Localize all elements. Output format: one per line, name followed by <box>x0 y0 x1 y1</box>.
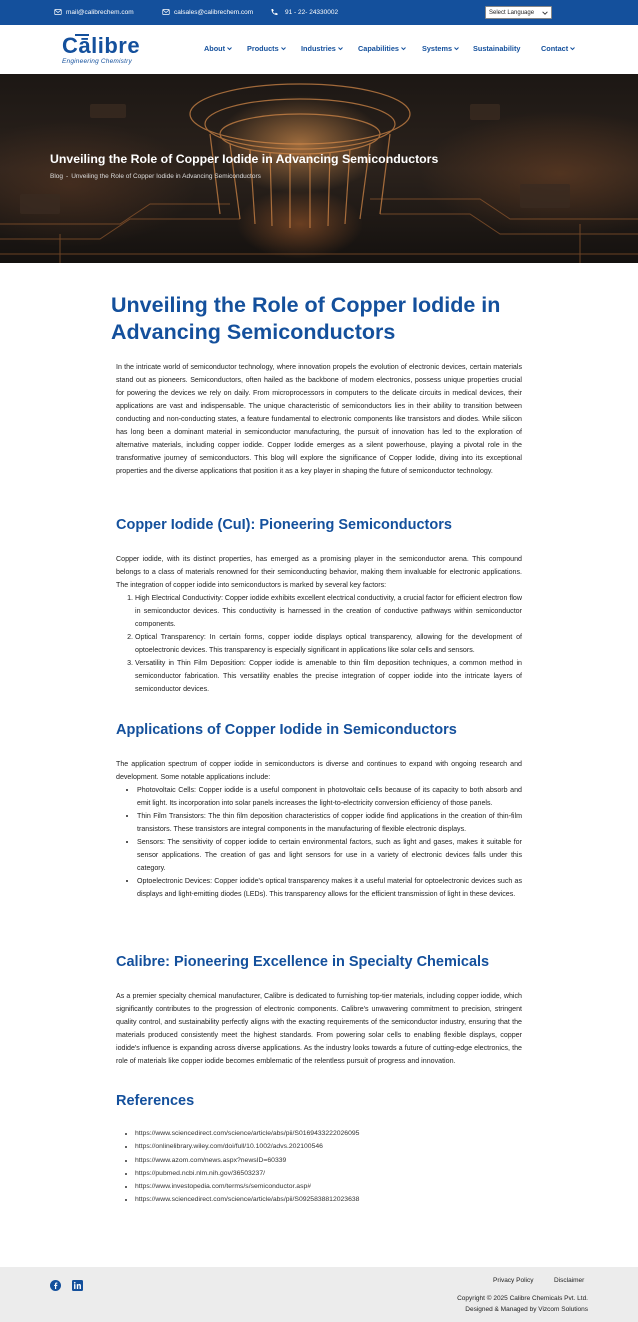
reference-link[interactable]: • https://pubmed.ncbi.nlm.nih.gov/36503237/ <box>135 1167 522 1180</box>
intro-section <box>116 361 522 478</box>
phone-icon <box>270 8 278 16</box>
nav-sustainability[interactable] <box>473 44 520 53</box>
breadcrumb <box>50 173 261 180</box>
site-header <box>0 25 638 74</box>
section-title-calibre: Calibre: Pioneering Excellence in Specialty Chemicals <box>116 954 490 970</box>
page-title: Unveiling the Role of Copper Iodide in Advancing Semiconductors <box>111 293 501 344</box>
linkedin-link[interactable] <box>72 1278 83 1296</box>
chevron-down-icon <box>227 46 232 51</box>
section-calibre-paragraph: As a premier specialty chemical manufacturer, Calibre is dedicated to furnishing top-tier materials, including copper iodide, which significantly contributes to the progression of electronic components. Calibre's unwavering commitment to precision, stringent quality control, and sustainability perfectly aligns with the exacting requirements of the semiconductor industry, ensuring that the materials produced consistently meet the highest standards. From powering solar cells to enabling flexible displays, copper iodide's influence is expanding across diverse applications. As the industry looks towards a future of cutting-edge electronics, the role of materials like copper iodide becomes emblematic of the relentless pursuit of progress and innovation. <box>116 992 522 1065</box>
phone-text: 91 - 22- 24330002 <box>285 8 339 16</box>
language-select[interactable] <box>485 6 552 19</box>
section-references <box>116 1093 522 1207</box>
nav-industries-label: Industries <box>301 44 336 53</box>
nav-about[interactable] <box>204 44 232 53</box>
breadcrumb-blog-link[interactable]: Blog <box>50 173 64 180</box>
hero-circuit-image <box>0 74 638 263</box>
privacy-policy-link[interactable]: Privacy Policy <box>493 1277 534 1284</box>
applications-list <box>116 784 522 901</box>
linkedin-icon <box>72 1280 83 1291</box>
section-title-applications: Applications of Copper Iodide in Semiconductors <box>116 722 457 738</box>
reference-link[interactable]: • https://www.sciencedirect.com/science/article/abs/pii/S0169433222026095 <box>135 1127 522 1140</box>
nav-products[interactable] <box>247 44 286 53</box>
disclaimer-link[interactable]: Disclaimer <box>554 1277 585 1284</box>
reference-link[interactable]: • https://onlinelibrary.wiley.com/doi/full/10.1002/advs.202100546 <box>135 1140 522 1153</box>
chevron-down-icon <box>401 46 406 51</box>
logo-wordmark: Cālibre <box>62 33 141 58</box>
cui-properties-list <box>116 592 522 696</box>
chevron-down-icon <box>281 46 286 51</box>
breadcrumb-separator: - <box>66 173 69 180</box>
references-list <box>116 1127 522 1207</box>
designer-credit: Designed & Managed by Vizcom Solutions <box>465 1306 588 1313</box>
chevron-down-icon <box>454 46 459 51</box>
hero-banner <box>0 74 638 263</box>
chevron-down-icon <box>570 46 575 51</box>
section-title-cui: Copper Iodide (CuI): Pioneering Semiconductors <box>116 517 452 533</box>
phone-link[interactable] <box>270 8 338 16</box>
section-title-references: References <box>116 1093 195 1109</box>
nav-systems[interactable] <box>422 44 459 53</box>
breadcrumb-current: Unveiling the Role of Copper Iodide in Advancing Semiconductors <box>71 173 261 180</box>
chevron-down-icon <box>542 10 548 16</box>
nav-industries[interactable] <box>301 44 343 53</box>
facebook-link[interactable] <box>50 1278 61 1296</box>
email-sales-text: calsales@calibrechem.com <box>174 8 254 16</box>
nav-capabilities-label: Capabilities <box>358 44 399 53</box>
mail-icon <box>54 8 62 16</box>
list-item: • Thin Film Transistors: The thin film deposition characteristics of copper iodide find applications in the creation of thin-film transistors. These transistors are integral components in the manufacturing of flexible electronic displays. <box>137 810 522 836</box>
logo-tagline: Engineering Chemistry <box>62 58 132 65</box>
nav-systems-label: Systems <box>422 44 453 53</box>
nav-capabilities[interactable] <box>358 44 406 53</box>
section-applications <box>116 722 522 901</box>
section-cui <box>116 517 522 696</box>
language-select-value: Select Language <box>489 9 535 16</box>
facebook-icon <box>50 1280 61 1291</box>
list-item: • Photovoltaic Cells: Copper iodide is a useful component in photovoltaic cells because of its capacity to both absorb and emit light. Its incorporation into solar panels increases the light-to-electricity conversion efficiency of those panels. <box>137 784 522 810</box>
nav-contact[interactable] <box>541 44 575 53</box>
list-item: • Optoelectronic Devices: Copper iodide's optical transparency makes it a useful material for optoelectronic devices such as displays and light-emitting diodes (LEDs). This transparency allows for the efficient transmission of light in these devices. <box>137 875 522 901</box>
section-applications-paragraph: The application spectrum of copper iodide in semiconductors is diverse and continues to expand with ongoing research and development. Some notable applications include: <box>116 760 522 781</box>
list-item: 2. Optical Transparency: In certain forms, copper iodide displays optical transparency, allowing for the development of optoelectronic devices. This transparency is especially significant in applications like solar cells and sensors. <box>135 631 522 657</box>
intro-paragraph: In the intricate world of semiconductor technology, where innovation propels the evolution of electronic devices, certain materials stand out as pioneers. Semiconductors, often hailed as the backbone of modern electronics, possess unique properties crucial for powering the devices we rely on daily. From microprocessors in computers to the delicate circuits in medical devices, their applications are vast and indispensable. The unique characteristic of semiconductors lies in their ability to transition between conducting and non-conducting states, a feature fundamental to electronic components like transistors and diodes. While silicon has long been a dominant material in semiconductor manufacturing, the pursuit of innovation has led to the exploration of alternative materials, including copper iodide. Copper Iodide emerges as a silent powerhouse, playing a pivotal role in the transformative journey of semiconductors. This blog will explore the significance of Copper Iodide, diving into its exceptional properties and the diverse applications that position it as a key player in shaping the future of semiconductor technology. <box>116 363 522 475</box>
email-main-text: mail@calibrechem.com <box>66 8 134 16</box>
nav-products-label: Products <box>247 44 279 53</box>
chevron-down-icon <box>338 46 343 51</box>
email-link-main[interactable] <box>54 8 134 16</box>
mail-icon <box>162 8 170 16</box>
nav-sustainability-label: Sustainability <box>473 44 521 53</box>
footer-copyright <box>457 1293 588 1315</box>
site-footer <box>0 1267 638 1322</box>
list-item: 3. Versatility in Thin Film Deposition: Copper iodide is amenable to thin film deposition techniques, a common method in semiconductor fabrication. This versatility enables the precise integration of copper iodide into the intricate layers of semiconductor devices. <box>135 657 522 696</box>
email-link-sales[interactable] <box>162 8 253 16</box>
section-cui-paragraph: Copper iodide, with its distinct properties, has emerged as a promising player in the semiconductor arena. This compound belongs to a class of materials renowned for their semiconducting behavior, making them invaluable for electronic applications. The integration of copper iodide into semiconductors is marked by several key factors: <box>116 555 522 589</box>
nav-contact-label: Contact <box>541 44 569 53</box>
reference-link[interactable]: • https://www.azom.com/news.aspx?newsID=60339 <box>135 1154 522 1167</box>
reference-link[interactable]: • https://www.investopedia.com/terms/s/semiconductor.asp# <box>135 1180 522 1193</box>
reference-link[interactable]: • https://www.sciencedirect.com/science/article/abs/pii/S0925838812023638 <box>135 1193 522 1206</box>
hero-title: Unveiling the Role of Copper Iodide in Advancing Semiconductors <box>50 152 439 166</box>
list-item: 1. High Electrical Conductivity: Copper iodide exhibits excellent electrical conductivity, a crucial factor for efficient electron flow in semiconductor devices. This conductivity is harnessed in the creation of conductive pathways within semiconductor components. <box>135 592 522 631</box>
copyright-text: Copyright © 2025 Calibre Chemicals Pvt. Ltd. <box>457 1295 588 1302</box>
site-logo[interactable] <box>62 35 140 65</box>
top-contact-bar <box>0 0 638 25</box>
nav-about-label: About <box>204 44 226 53</box>
list-item: • Sensors: The sensitivity of copper iodide to certain environmental factors, such as light and gases, makes it suitable for sensor applications. The creation of gas and light sensors for use in a variety of electronic devices falls under this category. <box>137 836 522 875</box>
section-calibre <box>116 954 522 1068</box>
